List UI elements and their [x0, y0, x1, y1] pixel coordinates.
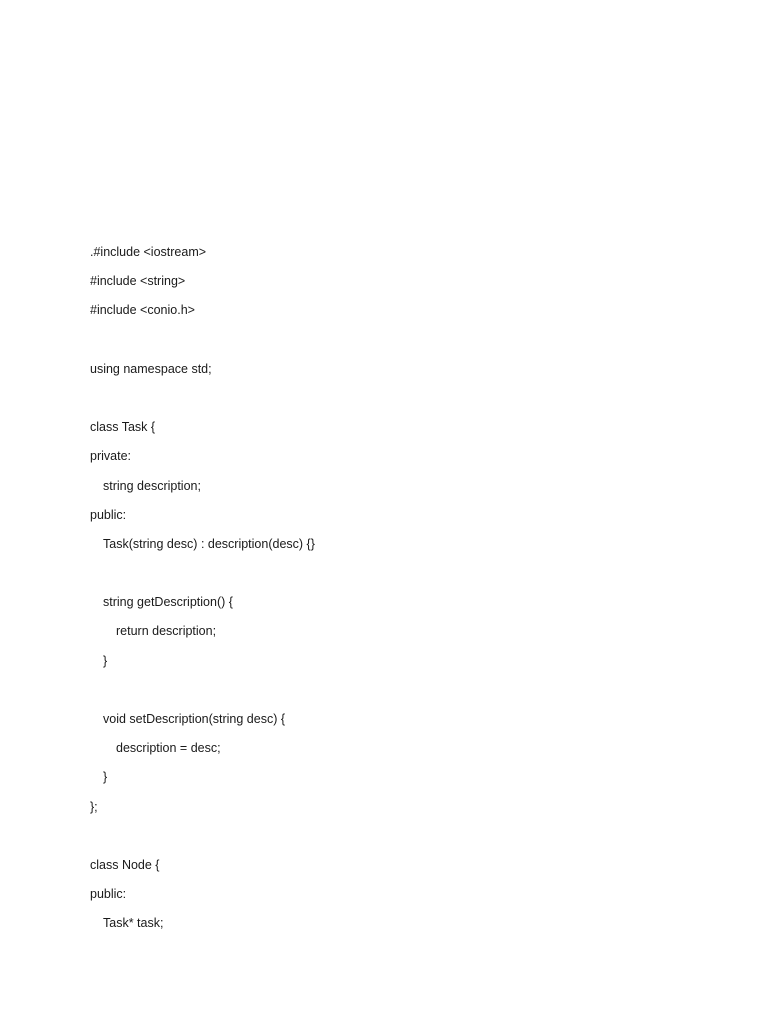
code-line: Task* task;	[103, 916, 164, 931]
blank-line	[90, 329, 315, 358]
code-listing	[90, 241, 315, 942]
blank-line	[90, 825, 315, 854]
code-line: #include <conio.h>	[90, 303, 195, 318]
code-line: using namespace std;	[90, 361, 212, 376]
code-line: private:	[90, 449, 131, 464]
code-line: public:	[90, 887, 127, 902]
code-line: Task(string desc) : description(desc) {}	[103, 536, 315, 551]
code-line: class Node {	[90, 857, 160, 872]
code-line: public:	[90, 507, 127, 522]
blank-line	[90, 562, 315, 591]
code-line: description = desc;	[116, 741, 221, 756]
code-line: return description;	[116, 624, 217, 639]
code-line: }	[103, 653, 108, 668]
code-line: string getDescription() {	[103, 595, 233, 610]
code-line: #include <string>	[90, 274, 186, 289]
code-line: void setDescription(string desc) {	[103, 712, 286, 726]
blank-line	[90, 679, 315, 708]
code-line: string description;	[103, 478, 201, 493]
code-line: }	[103, 770, 108, 785]
code-line: };	[90, 799, 98, 814]
blank-line	[90, 387, 315, 416]
code-line: .#include <iostream>	[90, 245, 207, 259]
code-line: class Task {	[90, 420, 156, 435]
